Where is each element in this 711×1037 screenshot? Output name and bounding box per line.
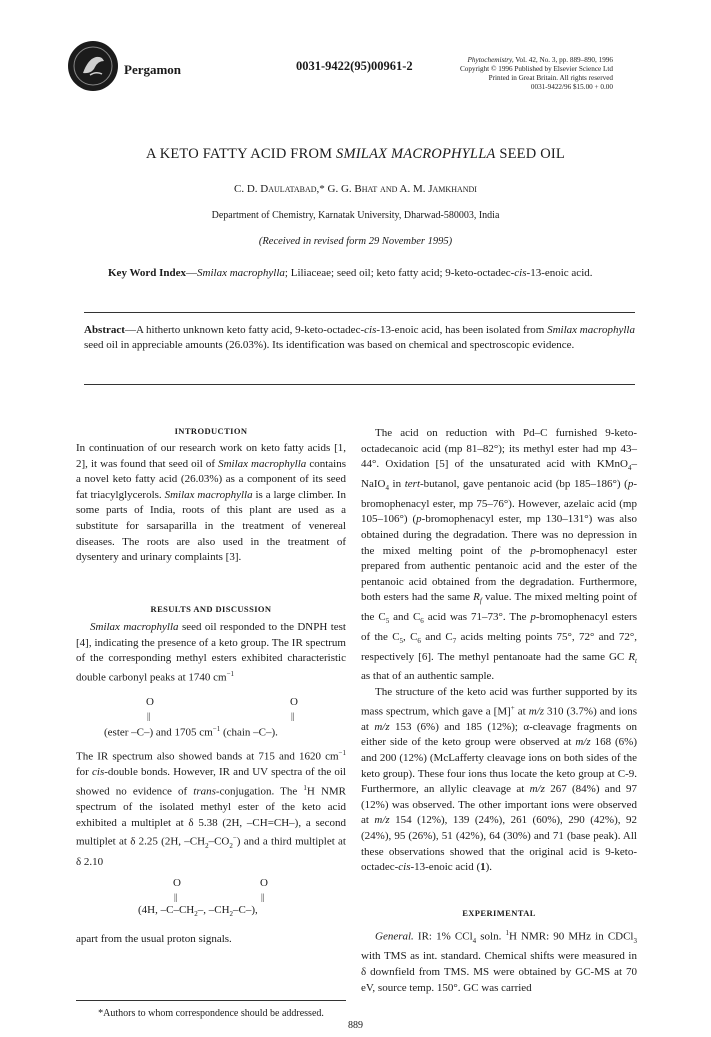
double-bond-4: || xyxy=(261,892,265,902)
doi: 0031-9422(95)00961-2 xyxy=(296,59,413,73)
abstract: Abstract—A hitherto unknown keto fatty acid, 9-keto-octadec-cis-13-enoic acid, has been isolated from Smilax macrophylla seed oil in appreciable amounts (26.03%). Its identification was based on chemical and spectroscopic evidence. xyxy=(84,324,635,351)
divider-bottom xyxy=(84,384,635,385)
introduction-paragraph: In continuation of our research work on keto fatty acids [1, 2], it was found that seed oil of Smilax macrophylla contains a novel keto fatty acid (26.03%) as a component of its seed fat triacylglycerols. Smilax macrophylla is a large climber. In some parts of India, roots of this plant are used as a substitute for sarsaparilla in the treatment of venereal diseases. The roots are also used in the treatment of dysentery and urinary complaints [3]. xyxy=(76,442,346,564)
pergamon-logo xyxy=(68,41,118,91)
affiliation: Department of Chemistry, Karnatak University, Dharwad-580003, India xyxy=(211,210,500,221)
heading-results: RESULTS AND DISCUSSION xyxy=(150,604,272,614)
paper-title: A KETO FATTY ACID FROM SMILAX MACROPHYLLA SEED OIL xyxy=(146,146,565,162)
publisher-name: Pergamon xyxy=(124,62,182,77)
authors: C. D. Daulatabad,* G. G. Bhat and A. M. Jamkhandi xyxy=(234,183,477,195)
carbonyl-o-3: O xyxy=(173,877,181,889)
footnote: *Authors to whom correspondence should be addressed. xyxy=(98,1008,324,1019)
page-number: 889 xyxy=(348,1020,363,1031)
carbonyl-o-1: O xyxy=(146,696,154,708)
heading-experimental: EXPERIMENTAL xyxy=(462,908,536,918)
results-paragraph-3: apart from the usual proton signals. xyxy=(76,933,232,945)
double-bond-3: || xyxy=(174,892,178,902)
keywords: Key Word Index—Smilax macrophylla; Liliaceae; seed oil; keto fatty acid; 9-keto-octadec-cis-13-enoic acid. xyxy=(108,267,593,279)
heading-introduction: INTRODUCTION xyxy=(174,426,248,436)
experimental-paragraph: General. IR: 1% CCl$_4$ soln. $^1$H NMR: 90 MHz in CDCl$_3$ with TMS as int. standard. Chemical shifts were measured in δ downfield from TMS. MS were obtained by GC-MS at 70 eV, source temp. 150°. GC was carried xyxy=(361,929,637,994)
results-paragraph-2: The IR spectrum also showed bands at 715 and 1620 $cm^{-1}$ for cis-double bonds. However, IR and UV spectra of the oil showed no evidence of trans-conjugation. The $^1$H NMR spectrum of the isolated methyl ester of the keto acid exhibited a multiplet at δ 5.38 (2H, –CH=CH–), a second multiplet at δ 2.25 (2H, $-CH_2-CO_2^-$) and a third multiplet at δ 2.10 xyxy=(76,749,347,868)
received-date: (Received in revised form 29 November 1995) xyxy=(258,236,453,247)
results-paragraph-1: Smilax macrophylla seed oil responded to the DNPH test [4], indicating the presence of a keto group. The IR spectrum of the corresponding methyl esters exhibited characteristic double carbonyl peaks at 1740 $cm^{-1}$ xyxy=(76,621,346,684)
journal-info: Phytochemistry, Vol. 42, No. 3, pp. 889–890, 1996 Copyright © 1996 Published by Elsevier Science Ltd Printed in Great Britain. All rights reserved 0031-9422/96 $15.00 + 0.00 xyxy=(460,56,613,91)
divider-top xyxy=(84,312,635,313)
carbonyl-o-4: O xyxy=(260,877,268,889)
double-bond-1: || xyxy=(147,711,151,721)
nmr-formula: (4H, $-C-CH_2-$, $-CH_2-C-$), xyxy=(138,904,258,919)
right-paragraph-1: The acid on reduction with Pd–C furnished 9-keto-octadecanoic acid (mp 81–82°); its methyl ester had mp 43–44°. Oxidation [5] of the unsaturated acid with KMnO$_4$–NaIO$_4$ in tert-butanol, gave pentanoic acid (bp 185–186°) (p-bromophenacyl ester, mp 75–76°). However, azelaic acid (mp 105–106°) (p-bromophenacyl ester, mp 130–131°) was also obtained during the degradation. There was no depression in the mixed melting point of the p-bromophenacyl ester prepared from authentic pentanoic acid and the ester of the pentanoic acid obtained from the degradation. Furthermore, both esters had the same $R_f$ value. The mixed melting point of the $C_5$ and $C_6$ acid was 71–73°. The p-bromophenacyl esters of the $C_5$, $C_6$ and $C_7$ acids melting points 75°, 72° and 72°, respectively [6]. The methyl pentanoate had the same GC $R_t$ as that of an authentic sample. The structure of the keto acid was further supported by its mass spectrum, which gave a [M]+ at m/z 310 (3.7%) and ions at m/z 153 (6%) and 185 (12%); α-cleavage fragments on either side of the keto group were observed at m/z 168 (6%) and 200 (12%) (McLafferty cleavage ions on both sides of the keto group). These four ions thus locate the keto group at C-9. Furthermore, an allylic cleavage at m/z 267 (84%) and 97 (12%) was observed. The other important ions were observed at m/z 154 (12%), 139 (24%), 261 (60%), 290 (42%), 92 (24%), 95 (26%), 51 (42%), 64 (30%) and 71 (base peak). All these observations showed that the original acid is 9-keto-octadec-cis-13-enoic acid (1). xyxy=(361,427,638,874)
pergamon-emblem-icon xyxy=(68,41,118,91)
carbonyl-o-2: O xyxy=(290,696,298,708)
footnote-rule xyxy=(76,1000,346,1001)
ester-chain-formula: (ester –C–) and 1705 $cm^{-1}$ (chain –C–). xyxy=(104,725,278,739)
double-bond-2: || xyxy=(291,711,295,721)
